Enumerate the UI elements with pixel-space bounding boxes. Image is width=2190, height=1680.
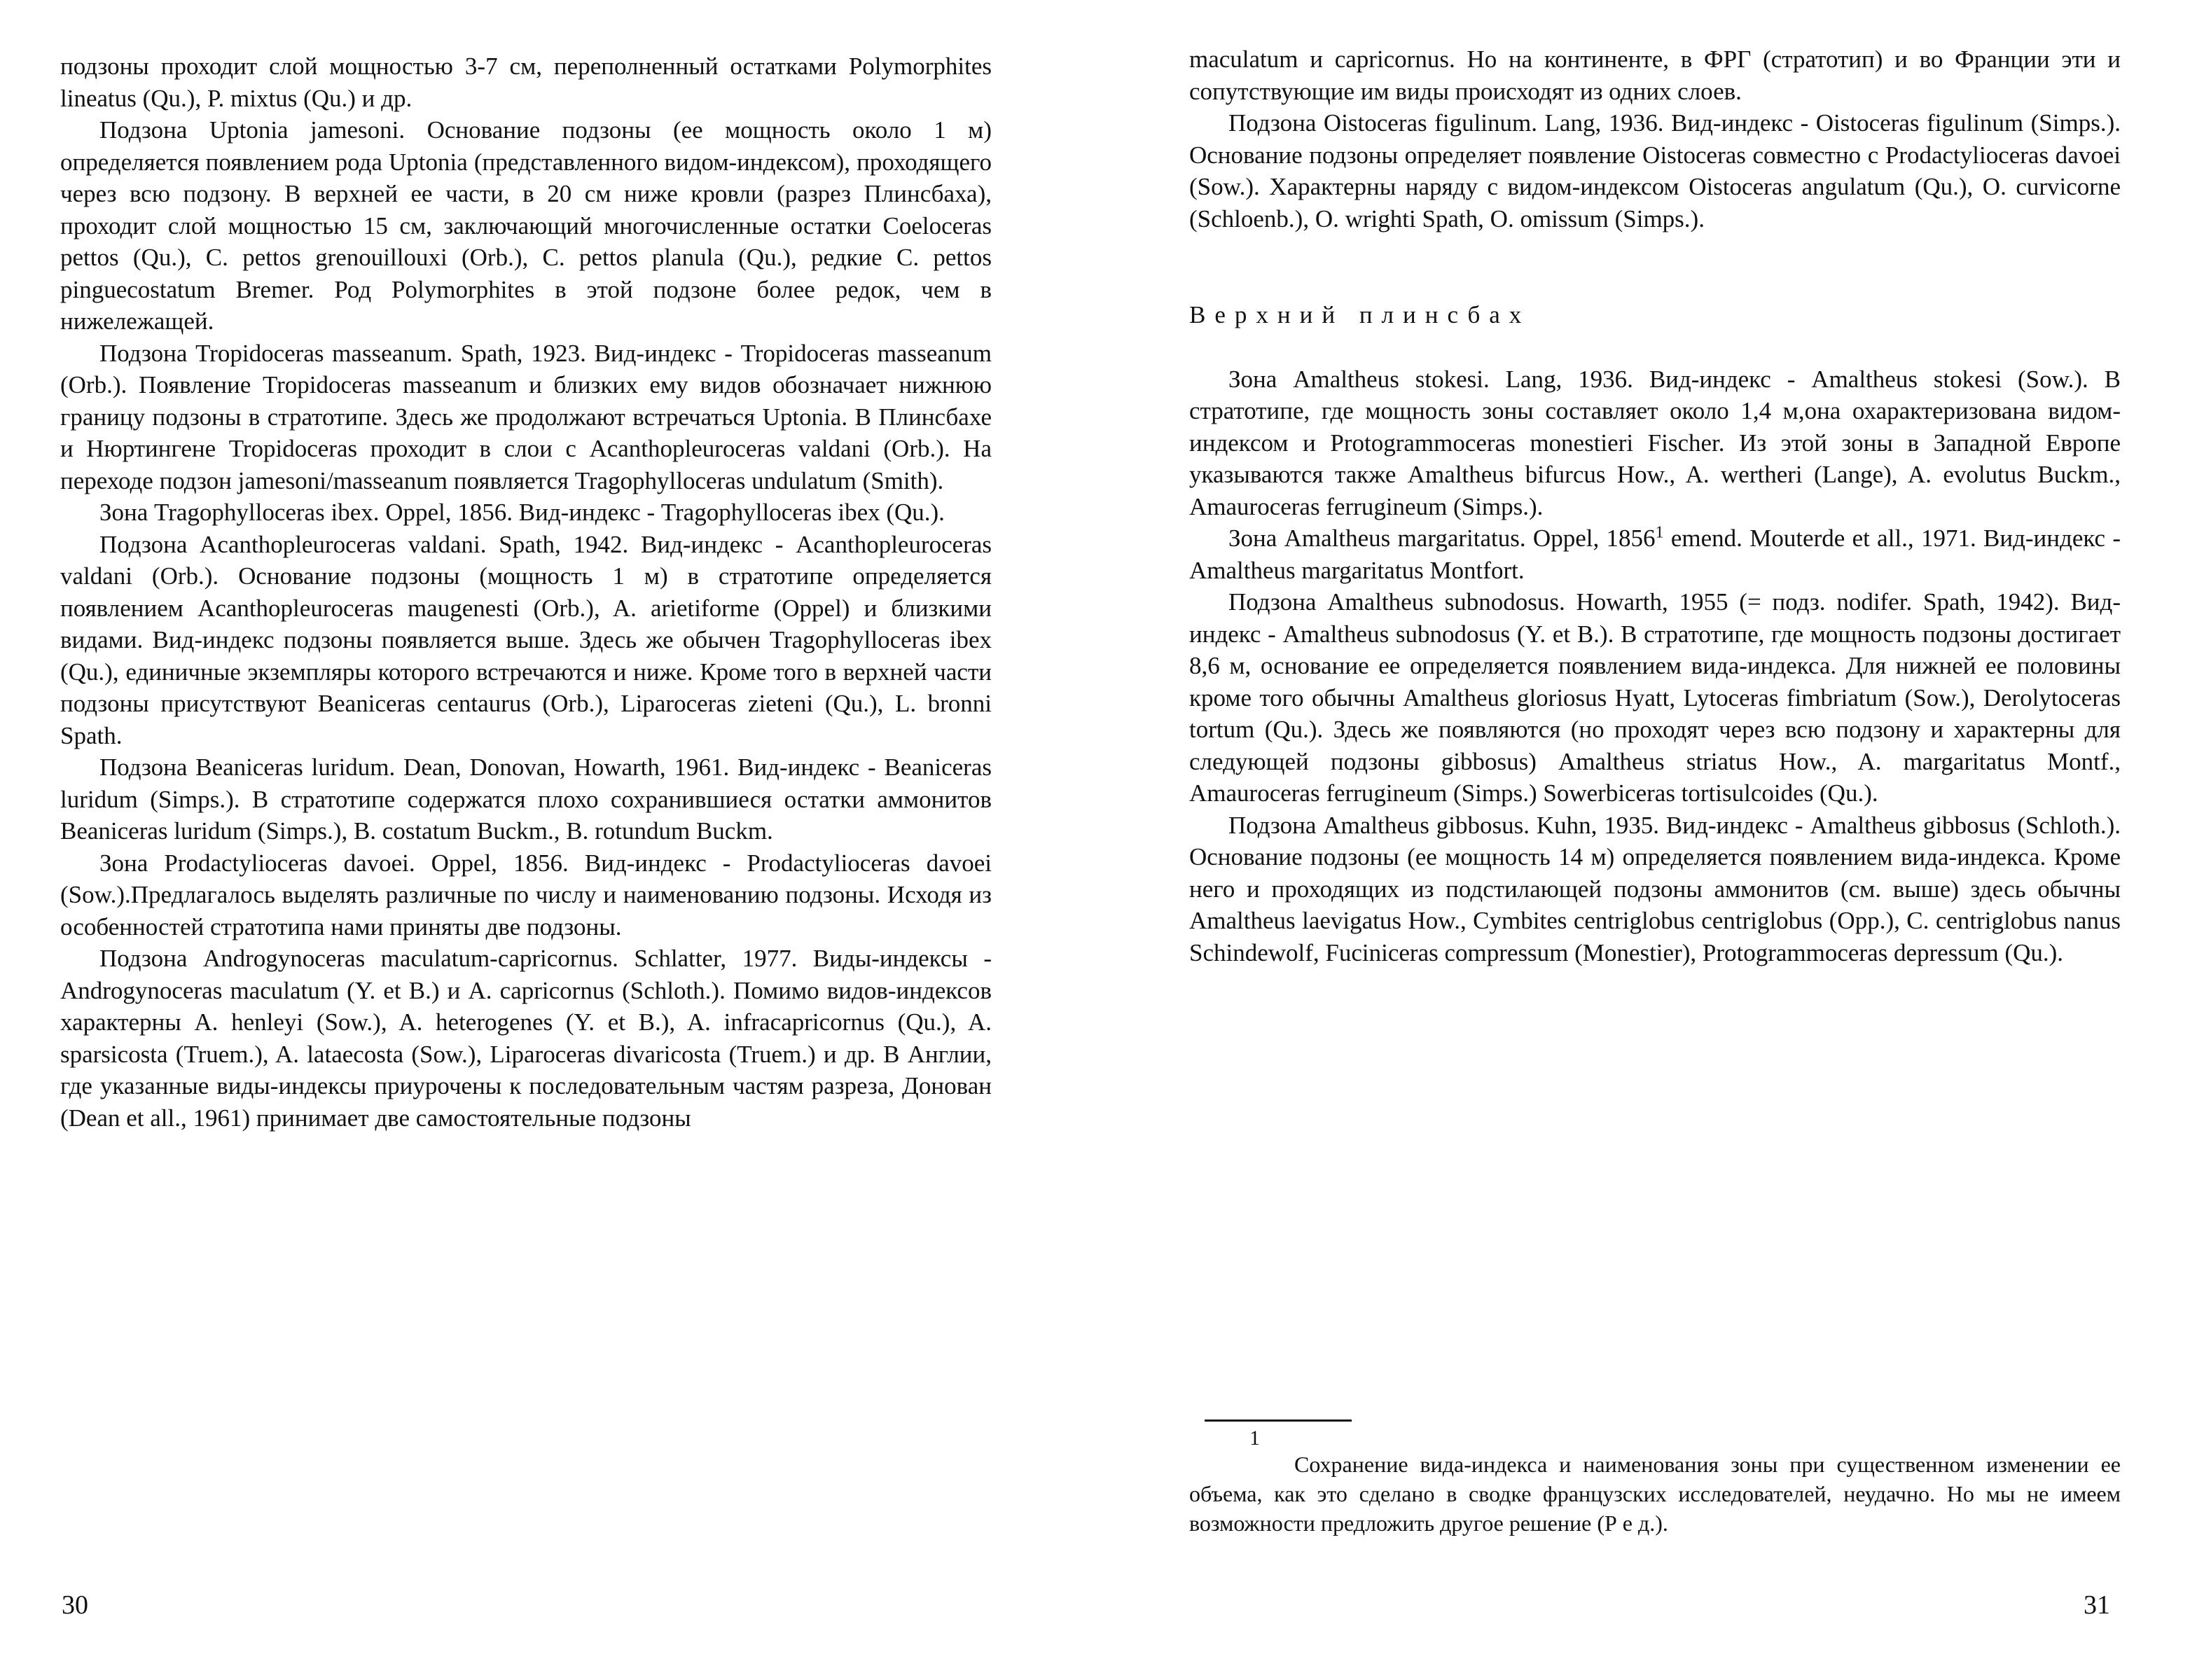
paragraph-polymorphites-continuation: подзоны проходит слой мощностью 3-7 см, переполненный остатками Polymorphites lineatus (Qu.), P. mixtus (Qu.) и др. — [60, 53, 992, 112]
paragraph-amaltheus-stokesi: Зона Amaltheus stokesi. Lang, 1936. Вид-индекс - Amaltheus stokesi (Sow.). В стратотипе, где мощность зоны составляет около 1,4 м,она охарактеризована видом-индексом и Protogrammoceras monestieri Fischer. Из этой зоны в Западной Европе указываются также Amaltheus bifurcus How., A. wertheri (Lange), A. evolutus Buckm., Amauroceras ferrugineum (Simps.). — [1189, 365, 2121, 520]
footnote-reference: 1 — [1655, 523, 1664, 542]
page-number-left: 30 — [62, 1590, 88, 1620]
left-page-text-column — [60, 50, 992, 1134]
margaritatus-text-end: emend. Mouterde et all., 1971. Вид-индекс - Amaltheus margaritatus Montfort. — [1189, 525, 2121, 584]
paragraph-amaltheus-subnodosus: Подзона Amaltheus subnodosus. Howarth, 1955 (= подз. nodifer. Spath, 1942). Вид-индекс - Amaltheus subnodosus (Y. et B.). В стратотипе, где мощность подзоны достигает 8,6 м, основание ее определяется появлением вида-индекса. Для нижней ее половины кроме того обычны Amaltheus gloriosus Hyatt, Lytoceras fimbriatum (Sow.), Derolytoceras tortum (Qu.). Здесь же появляются (но проходят через всю подзону и характерны для следующей подзоны gibbosus) Amaltheus striatus How., A. margaritatus Montf., Amauroceras ferrugineum (Simps.) Sowerbiceras tortisulcoides (Qu.). — [1189, 588, 2121, 807]
section-gap — [1189, 235, 2121, 299]
paragraph-acanthopleuroceras-valdani: Подзона Acanthopleuroceras valdani. Spath, 1942. Вид-индекс - Acanthopleuroceras valdani (Orb.). Основание подзоны (мощность 1 м) в стратотипе определяется появлением Acanthopleuroceras maugenesti (Orb.), A. arietiforme (Oppel) и близкими видами. Вид-индекс подзоны появляется выше. Здесь же обычен Tragophylloceras ibex (Qu.), единичные экземпляры которого встречаются и ниже. Кроме того в верхней части подзоны присутствуют Beaniceras centaurus (Orb.), Liparoceras zieteni (Qu.), L. bronni Spath. — [60, 530, 992, 749]
footnote-text: Сохранение вида-индекса и наименования зоны при существенном изменении ее объема, как это сделано в сводке французских исследователей, неудачно. Но мы не имеем возможности предложить другое решение (Р е д.). — [1189, 1452, 2121, 1536]
footnote-divider — [1205, 1419, 1352, 1422]
paragraph-beaniceras-luridum: Подзона Beaniceras luridum. Dean, Donovan, Howarth, 1961. Вид-индекс - Beaniceras luridum (Simps.). В стратотипе содержатся плохо сохранившиеся остатки аммонитов Beaniceras luridum (Simps.), B. costatum Buckm., B. rotundum Buckm. — [60, 754, 992, 845]
heading-gap — [1189, 331, 2121, 363]
paragraph-prodactylioceras-davoei: Зона Prodactylioceras davoei. Oppel, 1856. Вид-индекс - Prodactylioceras davoei (Sow.).Предлагалось выделять различные по числу и наименованию подзоны. Исходя из особенностей стратотипа нами приняты две подзоны. — [60, 849, 992, 940]
paragraph-tropidoceras-masseanum: Подзона Tropidoceras masseanum. Spath, 1923. Вид-индекс - Tropidoceras masseanum (Orb.). Появление Tropidoceras masseanum и близких ему видов обозначает нижнюю границу подзоны в стратотипе. Здесь же продолжают встречаться Uptonia. В Плинсбахе и Нюртингене Tropidoceras проходит в слои с Acanthopleuroceras valdani (Orb.). На переходе подзон jamesoni/masseanum появляется Tragophylloceras undulatum (Smith). — [60, 339, 992, 494]
paragraph-tragophylloceras-ibex: Зона Tragophylloceras ibex. Oppel, 1856. Вид-индекс - Tragophylloceras ibex (Qu.). — [99, 499, 945, 526]
paragraph-uptonia-jamesoni: Подзона Uptonia jamesoni. Основание подзоны (ее мощность около 1 м) определяется появлением рода Uptonia (представленного видом-индексом), проходящего через всю подзону. В верхней ее части, в 20 см ниже кровли (разрез Плинсбаха), проходит слой мощностью 15 см, заключающий многочисленные остатки Coeloceras pettos (Qu.), C. pettos grenouillouxi (Orb.), C. pettos planula (Qu.), редкие C. pettos pinguecostatum Bremer. Род Polymorphites в этой подзоне более редок, чем в нижележащей. — [60, 116, 992, 335]
right-page-text-column — [1189, 43, 2121, 969]
footnote-mark: 1 — [1249, 1426, 1260, 1450]
section-heading-upper-pliensbachian: Верхний плинсбах — [1189, 301, 1531, 328]
margaritatus-text-start: Зона Amaltheus margaritatus. Oppel, 1856 — [1228, 525, 1656, 552]
paragraph-amaltheus-gibbosus: Подзона Amaltheus gibbosus. Kuhn, 1935. Вид-индекс - Amaltheus gibbosus (Schloth.). Основание подзоны (ее мощность 14 м) определяется появлением вида-индекса. Кроме него и проходящих из подстилающей подзоны аммонитов (см. выше) здесь обычны Amaltheus laevigatus How., Cymbites centriglobus centriglobus (Opp.), C. centriglobus nanus Schindewolf, Fuciniceras compressum (Monestier), Protogrammoceras depressum (Qu.). — [1189, 811, 2121, 966]
paragraph-maculatum-capricornus-continuation: maculatum и capricornus. Но на континенте, в ФРГ (стратотип) и во Франции эти и сопутствующие им виды происходят из одних слоев. — [1189, 46, 2121, 105]
footnote — [1189, 1427, 2121, 1538]
page-number-right: 31 — [2084, 1590, 2110, 1620]
paragraph-androgynoceras-maculatum-capricornus: Подзона Androgynoceras maculatum-capricornus. Schlatter, 1977. Виды-индексы - Androgynoceras maculatum (Y. et B.) и A. capricornus (Schloth.). Помимо видов-индексов характерны A. henleyi (Sow.), A. heterogenes (Y. et B.), A. infracapricornus (Qu.), A. sparsicosta (Truem.), A. lataecosta (Sow.), Liparoceras divaricosta (Truem.) и др. В Англии, где указанные виды-индексы приурочены к последовательным частям разреза, Донован (Dean et all., 1961) принимает две самостоятельные подзоны — [60, 945, 992, 1132]
paragraph-oistoceras-figulinum: Подзона Oistoceras figulinum. Lang, 1936. Вид-индекс - Oistoceras figulinum (Simps.). Основание подзоны определяет появление Oistoceras совместно с Prodactylioceras davoei (Sow.). Характерны наряду с видом-индексом Oistoceras angulatum (Qu.), O. curvicorne (Schloenb.), O. wrighti Spath, O. omissum (Simps.). — [1189, 109, 2121, 232]
paragraph-amaltheus-margaritatus — [1189, 522, 2121, 586]
